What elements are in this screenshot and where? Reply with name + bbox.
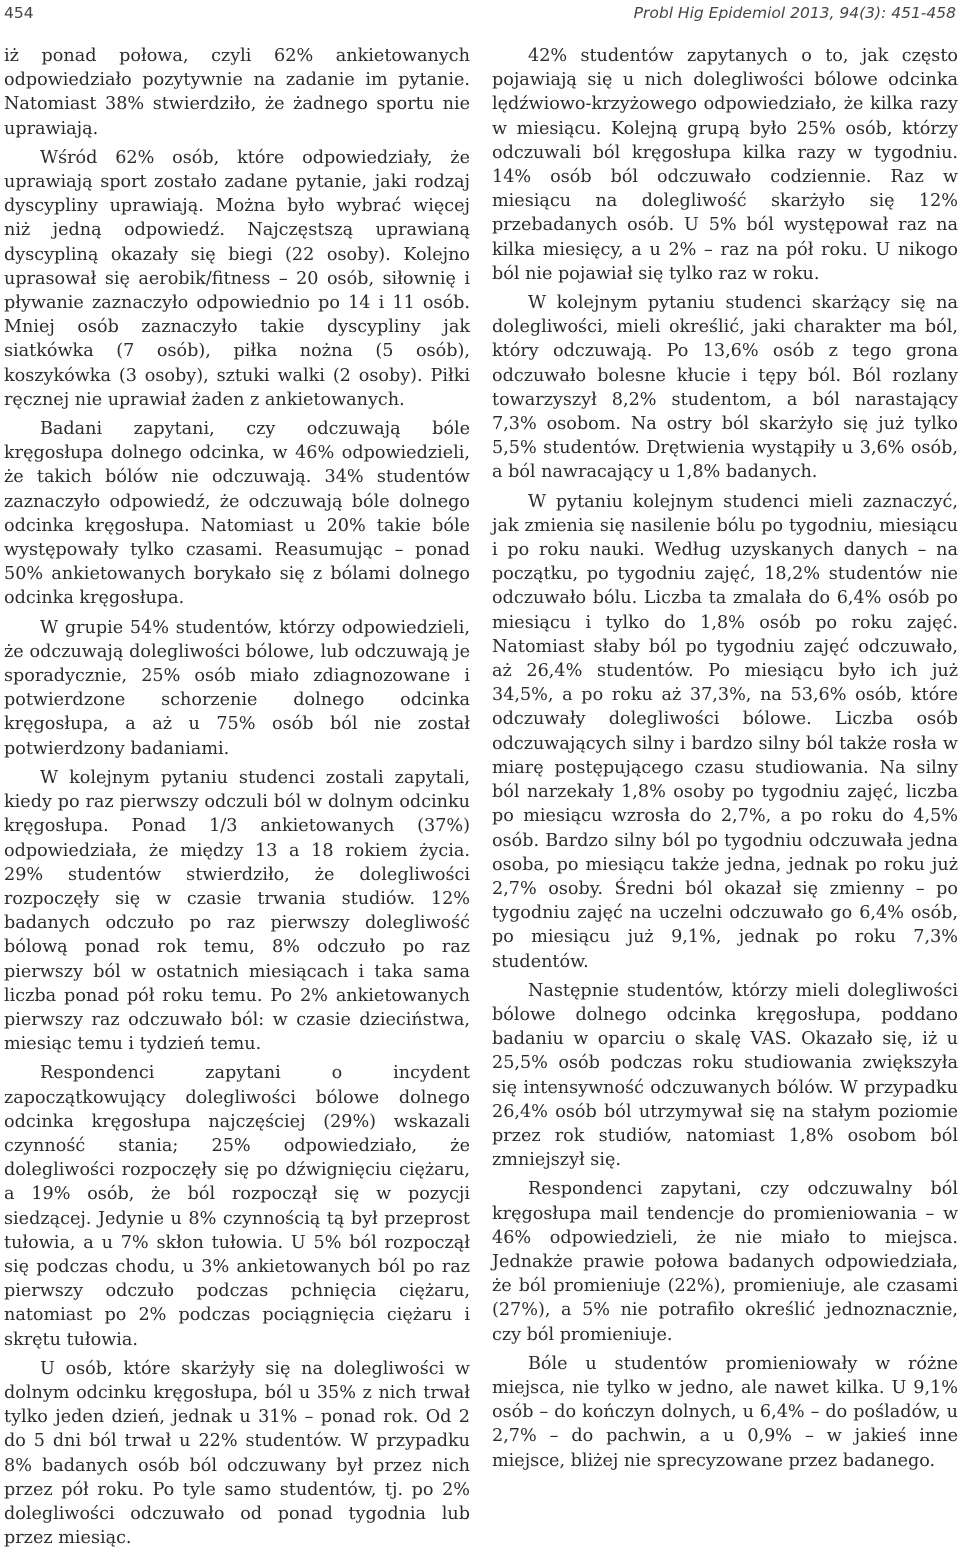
paragraph: W grupie 54% studentów, którzy odpowiedzieli, że odczuwają dolegliwości bólowe, lub odczuwają je sporadycznie, 25% osób miało zdiagnozowane i potwierdzone schorzenie dolnego odcinka kręgosłupa, a aż u 75% osób ból nie został potwierdzony badaniami. bbox=[4, 617, 470, 759]
paragraph: iż ponad połowa, czyli 62% ankietowanych odpowiedziało pozytywnie na zadanie im pytanie. Natomiast 38% stwierdziło, że żadnego sportu nie uprawiają. bbox=[4, 46, 470, 139]
paragraph: Respondenci zapytani, czy odczuwalny ból kręgosłupa mail tendencje do promieniowania – w 46% odpowiedzieli, że nie miało to miejsca. Jednakże prawie połowa badanych odpowiedziała, że ból promieniuje (22%), promieniuje, ale czasami (27%), a 5% nie potrafiło określić jednoznacznie, czy ból promieniuje. bbox=[492, 1179, 958, 1345]
paragraph: Badani zapytani, czy odczuwają bóle kręgosłupa dolnego odcinka, w 46% odpowiedzieli, że takich bólów nie odczuwają. 34% studentów zaznaczyło odpowiedź, że odczuwają bóle dolnego odcinka kręgosłupa. Natomiast u 20% takie bóle występowały tylko czasami. Reasumując – ponad 50% ankietowanych borykało się z bólami dolnego odcinka kręgosłupa. bbox=[4, 419, 470, 609]
right-column bbox=[492, 44, 958, 1478]
paragraph: W kolejnym pytaniu studenci zostali zapytali, kiedy po raz pierwszy odczuli ból w dolnym odcinku kręgosłupa. Ponad 1/3 ankietowanych (37%) odpowiedziała, że między 13 a 18 rokiem życia. 29% studentów stwierdziło, że dolegliwości rozpoczęły się w czasie trwania studiów. 12% badanych odczuło po raz pierwszy dolegliwość bólową ponad rok temu, 8% odczuło po raz pierwszy ból w ostatnich miesiącach i taka sama liczba ponad pół roku temu. Po 2% ankietowanych pierwszy raz odczuwało ból: w czasie dzieciństwa, miesiąc temu i tydzień temu. bbox=[4, 767, 470, 1055]
page-number: 454 bbox=[4, 4, 34, 22]
journal-citation: Probl Hig Epidemiol 2013, 94(3): 451-458 bbox=[633, 4, 956, 22]
paragraph: U osób, które skarżyły się na dolegliwości w dolnym odcinku kręgosłupa, ból u 35% z nich trwał tylko jeden dzień, jednak u 31% – ponad rok. Od 2 do 5 dni ból trwał u 22% studentów. W przypadku 8% badanych osób ból odczuwany był przez nich przez pół roku. Po tyle samo studentów, tj. po 2% dolegliwości odczuwało od ponad tygodnia lub przez miesiąc. bbox=[4, 1358, 470, 1549]
paragraph: W kolejnym pytaniu studenci skarżący się na dolegliwości, mieli określić, jaki charakter ma ból, który odczuwają. Po 13,6% osób z tego grona odczuwało bolesne kłucie i tępy ból. Ból rozlany towarzyszył 8,2% studentom, a ból narastający 7,3% osobom. Na ostry ból skarżyło się już tylko 5,5% studentów. Drętwienia wystąpiły u 3,6% osób, a ból nawracający u 1,8% badanych. bbox=[492, 293, 958, 483]
running-header bbox=[0, 0, 960, 34]
paragraph: Wśród 62% osób, które odpowiedziały, że uprawiają sport zostało zadane pytanie, jaki rodzaj dyscypliny uprawiają. Można było wybrać więcej niż jedną odpowiedź. Najczęstszą uprawianą dyscypliną okazały się biegi (22 osoby). Kolejno uprasował się aerobik/fitness – 20 osób, siłownię i pływanie zaznaczyło odpowiednio po 14 i 11 osób. Mniej osób zaznaczyło takie dyscypliny jak siatkówka (7 osób), piłka nożna (5 osób), koszykówka (3 osoby), sztuki walki (2 osoby). Piłki ręcznej nie uprawiał żaden z ankietowanych. bbox=[4, 147, 470, 410]
paragraph: Respondenci zapytani o incydent zapoczątkowujący dolegliwości bólowe dolnego odcinka kręgosłupa najczęściej (29%) wskazali czynność stania; 25% odpowiedziało, że dolegliwości rozpoczęły się po dźwignięciu ciężaru, a 19% osób, że ból rozpoczął się w pozycji siedzącej. Jedynie u 8% czynnością tą był przeprost tułowia, a u 7% skłon tułowia. U 5% ból rozpoczął się podczas chodu, u 3% ankietowanych ból po raz pierwszy odczuło podczas pchnięcia ciężaru, natomiast po 2% podczas pociągnięcia ciężaru i skrętu tułowia. bbox=[4, 1063, 470, 1350]
paragraph: W pytaniu kolejnym studenci mieli zaznaczyć, jak zmienia się nasilenie bólu po tygodniu, miesiącu i po roku nauki. Według uzyskanych danych – na początku, po tygodniu zajęć, 18,2% studentów nie odczuwało bólu. Liczba ta zmalała do 6,4% osób po miesiącu i tylko do 1,8% osób po roku zajęć. Natomiast słaby ból po tygodniu zajęć odczuwało, aż 26,4% studentów. Po miesiącu było ich już 34,5%, a po roku aż 37,3%, na 53,6% osób, które odczuwały dolegliwości bólowe. Liczba osób odczuwających silny i bardzo silny ból także rosła w miarę postępującego czasu studiowania. Na silny ból narzekały 1,8% osoby po tygodniu zajęć, liczba po miesiącu wzrosła do 2,7%, a po roku do 4,5% osób. Bardzo silny ból po tygodniu odczuwała jedna osoba, po miesiącu także jedna, jednak po roku już 2,7% osoby. Średni ból okazał się zmienny – po tygodniu zajęć na uczelni odczuwało go 6,4% osób, po miesiącu już 9,1%, jednak po roku 7,3% studentów. bbox=[492, 491, 958, 972]
paragraph: Następnie studentów, którzy mieli dolegliwości bólowe dolnego odcinka kręgosłupa, poddano badaniu w oparciu o skalę VAS. Okazało się, iż u 25,5% osób podczas roku studiowania zwiększyła się intensywność odczuwanych bólów. W przypadku 26,4% osób ból utrzymywał się na stałym poziomie przez rok studiów, natomiast 1,8% osobom ból zmniejszył się. bbox=[492, 980, 958, 1171]
paragraph: Bóle u studentów promieniowały w różne miejsca, nie tylko w jedno, ale nawet kilka. U 9,1% osób – do kończyn dolnych, u 6,4% – do pośladów, u 2,7% – do pachwin, a u 0,9% – w jakieś inne miejsce, bliżej nie sprecyzowane przez badanego. bbox=[492, 1353, 958, 1471]
paragraph: 42% studentów zapytanych o to, jak często pojawiają się u nich dolegliwości bólowe odcinka lędźwiowo-krzyżowego odpowiedziało, że kilka razy w miesiącu. Kolejną grupą było 25% osób, którzy odczuwali ból kręgosłupa kilka razy w tygodniu. 14% osób ból odczuwało codziennie. Raz w miesiącu na dolegliwość skarżyło się 12% przebadanych osób. U 5% ból występował raz na kilka miesięcy, a u 2% – raz na pół roku. U nikogo ból nie pojawiał się tylko raz w roku. bbox=[492, 46, 958, 284]
left-column bbox=[4, 44, 470, 1555]
